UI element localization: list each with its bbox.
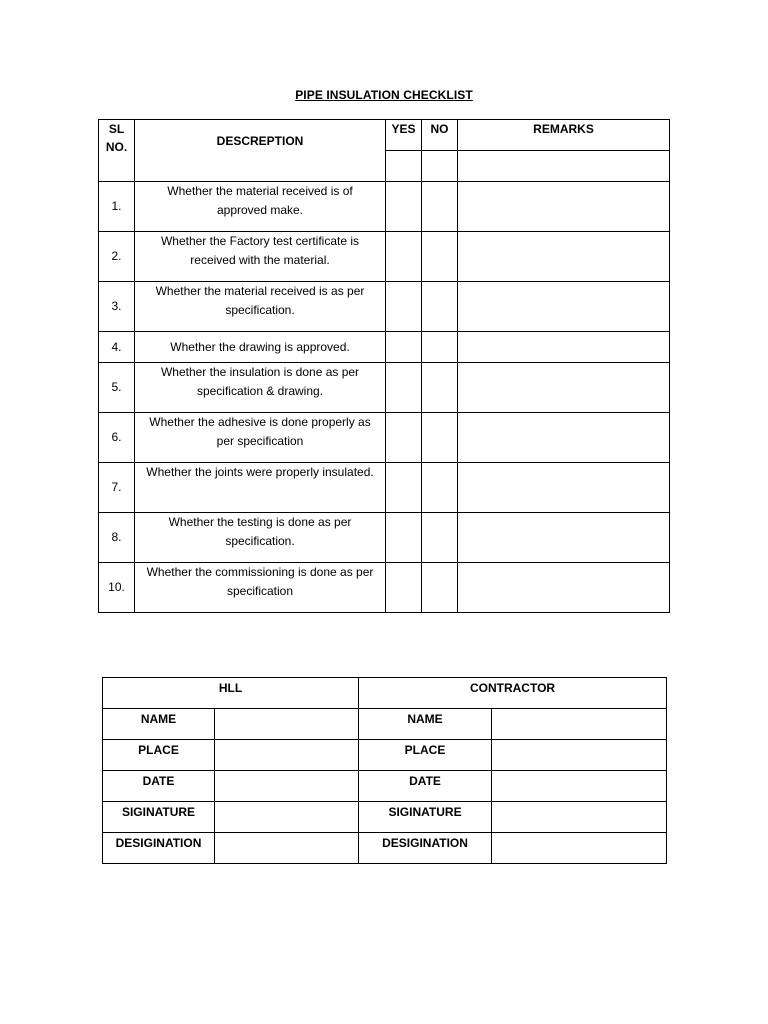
row-description: Whether the material received is of approved make.	[135, 182, 386, 232]
row-sl-no: 10.	[99, 563, 135, 613]
signoff-table	[102, 677, 667, 864]
row-remarks-cell[interactable]	[458, 232, 670, 282]
row-description: Whether the commissioning is done as per specification	[135, 563, 386, 613]
header-sl-no	[99, 120, 135, 182]
row-remarks-cell[interactable]	[458, 413, 670, 463]
row-yes-cell[interactable]	[386, 232, 422, 282]
row-remarks-cell[interactable]	[458, 282, 670, 332]
header-remarks: REMARKS	[458, 120, 670, 151]
row-remarks-cell[interactable]	[458, 563, 670, 613]
checklist-row	[99, 332, 670, 363]
checklist-row	[99, 182, 670, 232]
header-sl-line2: NO.	[105, 140, 128, 154]
row-yes-cell[interactable]	[386, 513, 422, 563]
row-yes-cell[interactable]	[386, 332, 422, 363]
row-sl-no: 1.	[99, 182, 135, 232]
row-description: Whether the Factory test certificate is received with the material.	[135, 232, 386, 282]
hll-designation-label: DESIGINATION	[103, 833, 215, 864]
row-yes-cell[interactable]	[386, 182, 422, 232]
hll-signature-label: SIGINATURE	[103, 802, 215, 833]
header-description: DESCREPTION	[135, 120, 386, 182]
row-remarks-cell[interactable]	[458, 182, 670, 232]
checklist-row	[99, 413, 670, 463]
contractor-header: CONTRACTOR	[359, 678, 667, 709]
header-remarks-blank	[458, 151, 670, 182]
row-sl-no: 2.	[99, 232, 135, 282]
row-no-cell[interactable]	[422, 232, 458, 282]
row-yes-cell[interactable]	[386, 563, 422, 613]
row-description: Whether the testing is done as per specification.	[135, 513, 386, 563]
row-remarks-cell[interactable]	[458, 513, 670, 563]
signoff-row-place	[103, 740, 667, 771]
row-yes-cell[interactable]	[386, 413, 422, 463]
row-no-cell[interactable]	[422, 463, 458, 513]
header-yes-blank	[386, 151, 422, 182]
row-remarks-cell[interactable]	[458, 332, 670, 363]
row-sl-no: 4.	[99, 332, 135, 363]
row-description: Whether the material received is as per specification.	[135, 282, 386, 332]
checklist-row	[99, 282, 670, 332]
contractor-signature-label: SIGINATURE	[359, 802, 492, 833]
hll-header: HLL	[103, 678, 359, 709]
row-yes-cell[interactable]	[386, 282, 422, 332]
signoff-row-name	[103, 709, 667, 740]
hll-name-field[interactable]	[215, 709, 359, 740]
checklist-row	[99, 463, 670, 513]
contractor-place-field[interactable]	[492, 740, 667, 771]
contractor-name-label: NAME	[359, 709, 492, 740]
hll-name-label: NAME	[103, 709, 215, 740]
row-sl-no: 8.	[99, 513, 135, 563]
row-no-cell[interactable]	[422, 182, 458, 232]
row-sl-no: 3.	[99, 282, 135, 332]
row-yes-cell[interactable]	[386, 363, 422, 413]
checklist-row	[99, 363, 670, 413]
checklist-table	[98, 119, 670, 613]
hll-place-field[interactable]	[215, 740, 359, 771]
header-no-blank	[422, 151, 458, 182]
contractor-name-field[interactable]	[492, 709, 667, 740]
row-no-cell[interactable]	[422, 332, 458, 363]
header-sl-line1: SL	[108, 122, 125, 136]
hll-place-label: PLACE	[103, 740, 215, 771]
header-yes: YES	[386, 120, 422, 151]
row-no-cell[interactable]	[422, 513, 458, 563]
row-sl-no: 7.	[99, 463, 135, 513]
row-no-cell[interactable]	[422, 413, 458, 463]
hll-signature-field[interactable]	[215, 802, 359, 833]
row-description: Whether the adhesive is done properly as per specification	[135, 413, 386, 463]
contractor-designation-label: DESIGINATION	[359, 833, 492, 864]
signoff-row-date	[103, 771, 667, 802]
row-sl-no: 6.	[99, 413, 135, 463]
signoff-row-designation	[103, 833, 667, 864]
row-remarks-cell[interactable]	[458, 463, 670, 513]
signoff-row-signature	[103, 802, 667, 833]
hll-date-field[interactable]	[215, 771, 359, 802]
page-title: PIPE INSULATION CHECKLIST	[295, 88, 473, 102]
contractor-designation-field[interactable]	[492, 833, 667, 864]
hll-designation-field[interactable]	[215, 833, 359, 864]
row-description: Whether the joints were properly insulated.	[135, 463, 386, 513]
contractor-date-label: DATE	[359, 771, 492, 802]
contractor-date-field[interactable]	[492, 771, 667, 802]
checklist-row	[99, 563, 670, 613]
row-no-cell[interactable]	[422, 563, 458, 613]
checklist-row	[99, 513, 670, 563]
row-description: Whether the insulation is done as per specification & drawing.	[135, 363, 386, 413]
row-description: Whether the drawing is approved.	[135, 332, 386, 363]
row-remarks-cell[interactable]	[458, 363, 670, 413]
contractor-signature-field[interactable]	[492, 802, 667, 833]
row-no-cell[interactable]	[422, 282, 458, 332]
header-no: NO	[422, 120, 458, 151]
contractor-place-label: PLACE	[359, 740, 492, 771]
row-yes-cell[interactable]	[386, 463, 422, 513]
checklist-row	[99, 232, 670, 282]
row-no-cell[interactable]	[422, 363, 458, 413]
hll-date-label: DATE	[103, 771, 215, 802]
row-sl-no: 5.	[99, 363, 135, 413]
